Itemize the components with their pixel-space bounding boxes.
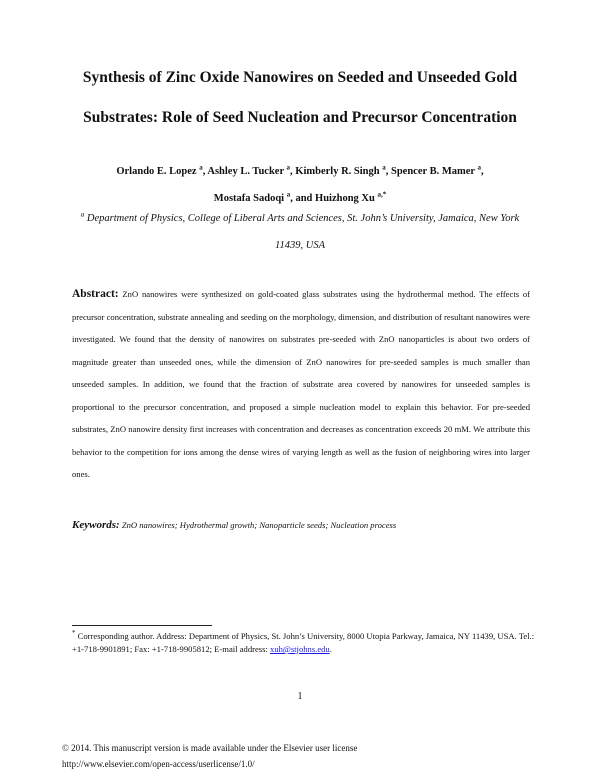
email-link[interactable]: xuh@stjohns.edu [270,644,330,654]
abstract-text: ZnO nanowires were synthesized on gold-coated glass substrates using the hydrothermal method. The effects of precursor concentration, substrate annealing and seeding on the morphology, dimension, and distribution of resultant nanowires were investigated. We found that the density of nanowires on substrates pre-seeded with ZnO nanoparticles is about two orders of magnitude greater than unseeded ones, while the dimension of ZnO nanowires for pre-seeded samples is much smaller than unseeded samples. In addition, we found that the fraction of substrate area covered by nanowires for unseeded samples is proportional to the precursor concentration, and proposed a simple nucleation model to explain this behavior. For pre-seeded substrates, ZnO nanowire density first increases with concentration and decreases as concentration exceeds 20 mM. We attribute this behavior to the competition for ions among the dense wires of varying length as well as the fusion of neighboring wires into larger ones. [72,289,530,479]
footnote-end: . [329,644,332,654]
affiliation-mark: a [80,210,85,219]
author-name: Huizhong Xu [315,193,375,204]
author-separator: , [481,166,484,177]
footnote-text: Corresponding author. Address: Department of Physics, St. John’s University, 8000 Utopia Parkway, Jamaica, NY 11439, USA. Tel.: +1-718-9901891; Fax: +1-718-9905812; E-mail address: [72,631,535,654]
author-name: Mostafa Sadoqi [213,193,285,204]
author-affil-mark: a,* [377,190,387,199]
license-url: http://www.elsevier.com/open-access/userlicense/1.0/ [62,759,255,769]
title-line-1: Synthesis of Zinc Oxide Nanowires on Seeded and Unseeded Gold [82,69,518,86]
author-separator: , [202,166,206,177]
author-list [60,158,540,212]
author-affil-mark: a [286,190,291,199]
keywords [72,515,532,535]
author-separator: , [290,166,293,177]
author-name: Spencer B. Mamer [390,166,475,177]
license-line-1: © 2014. This manuscript version is made available under the Elsevier user license [62,743,358,753]
footnote-divider [72,625,212,626]
abstract [72,283,530,486]
author-affil-mark: a [286,163,291,172]
page-number: 1 [297,691,303,702]
footnote [72,630,542,656]
keywords-heading: Keywords: [72,519,120,531]
paper-title [60,58,540,138]
affiliation [60,205,540,259]
license-notice [62,740,542,772]
author-affil-mark: a [382,163,386,172]
title-line-2: Substrates: Role of Seed Nucleation and Precursor Concentration [83,109,517,126]
footnote-marker: * [72,629,76,638]
author-line-1 [60,158,540,185]
affiliation-text: Department of Physics, College of Liberal Arts and Sciences, St. John’s University, Jamaica, New York [86,213,520,224]
keywords-text: ZnO nanowires; Hydrothermal growth; Nanoparticle seeds; Nucleation process [121,520,397,530]
author-affil-mark: a [199,163,203,172]
author-separator: , and [290,193,313,204]
author-name: Kimberly R. Singh [295,166,380,177]
author-affil-mark: a [477,163,481,172]
author-name: Orlando E. Lopez [116,166,197,177]
affiliation-line-2: 11439, USA [275,240,325,251]
author-separator: , [385,166,389,177]
affiliation-line-1 [60,205,540,232]
abstract-heading: Abstract: [72,288,119,300]
author-name: Ashley L. Tucker [207,166,284,177]
